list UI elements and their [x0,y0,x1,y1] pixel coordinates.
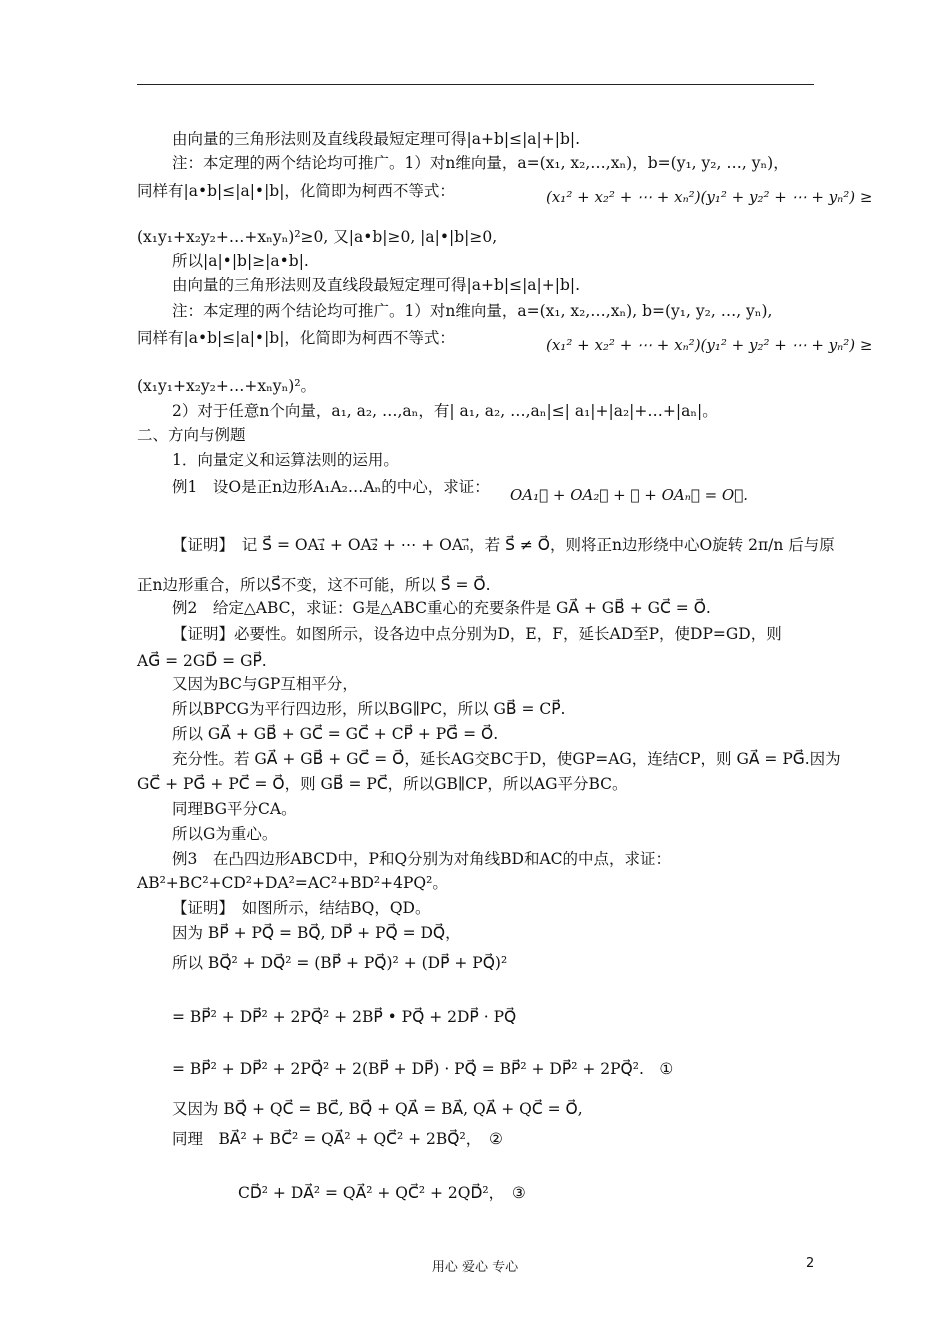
formula: = BP⃗² + DP⃗² + 2PQ⃗² + 2BP⃗ • PQ⃗ + 2DP⃗ · PQ⃗ [172,1008,517,1026]
text-line: 同样有|a•b|≤|a|•|b|，化简即为柯西不等式： [137,182,455,200]
text-line: 所以G为重心。 [172,825,278,843]
formula: 同理 BA⃗² + BC⃗² = QA⃗² + QC⃗² + 2BQ⃗²， ② [172,1130,503,1148]
formula: (x₁² + x₂² + ⋯ + xₙ²)(y₁² + y₂² + ⋯ + yₙ²) ≥ [546,336,873,354]
text-line: 【证明】 记 S⃗ = OA₁⃗ + OA₂⃗ + ⋯ + OAₙ⃗，若 S⃗ ≠ O⃗，则将正n边形绕中心O旋转 2π/n 后与原 [172,536,835,554]
formula: (x₁² + x₂² + ⋯ + xₙ²)(y₁² + y₂² + ⋯ + yₙ²) ≥ [546,188,873,206]
text-line: 注：本定理的两个结论均可推广。1）对n维向量，a=(x₁, x₂,…,xₙ)，b=(y₁, y₂, …, yₙ)， [172,154,789,172]
text-line: 又因为BC与GP互相平分， [172,675,358,693]
formula: OA₁⃗ + OA₂⃗ + ⋯ + OAₙ⃗ = O⃗. [510,486,748,504]
formula: = BP⃗² + DP⃗² + 2PQ⃗² + 2(BP⃗ + DP⃗) · PQ⃗ = BP⃗² + DP⃗² + 2PQ⃗². ① [172,1060,674,1078]
text-line: (x₁y₁+x₂y₂+…+xₙyₙ)²≥0, 又|a•b|≥0, |a|•|b|≥0, [137,228,498,246]
text-line: AG⃗ = 2GD⃗ = GP⃗. [137,652,267,670]
text-line: 所以 GA⃗ + GB⃗ + GC⃗ = GC⃗ + CP⃗ + PG⃗ = O⃗. [172,725,499,743]
page-number: 2 [806,1256,815,1271]
text-line: 正n边形重合，所以S⃗不变，这不可能，所以 S⃗ = O⃗. [137,576,491,594]
text-line: 例1 设O是正n边形A₁A₂…Aₙ的中心，求证： [172,478,490,496]
text-line: 由向量的三角形法则及直线段最短定理可得|a+b|≤|a|+|b|. [172,130,581,148]
text-line: 2）对于任意n个向量，a₁, a₂, …,aₙ，有| a₁, a₂, …,aₙ|≤| a₁|+|a₂|+…+|aₙ|。 [172,402,718,420]
text-line: 例3 在凸四边形ABCD中，P和Q分别为对角线BD和AC的中点，求证： [172,850,672,868]
text-line: 充分性。若 GA⃗ + GB⃗ + GC⃗ = O⃗，延长AG交BC于D，使GP=AG，连结CP，则 GA⃗ = PG⃗.因为 [172,750,841,768]
text-line: 注：本定理的两个结论均可推广。1）对n维向量，a=(x₁, x₂,…,xₙ), b=(y₁, y₂, …, yₙ), [172,302,773,320]
text-line: 同样有|a•b|≤|a|•|b|，化简即为柯西不等式： [137,329,455,347]
text-line: 例2 给定△ABC，求证：G是△ABC重心的充要条件是 GA⃗ + GB⃗ + GC⃗ = O⃗. [172,599,711,617]
text-line: AB²+BC²+CD²+DA²=AC²+BD²+4PQ²。 [137,874,448,892]
text-line: 由向量的三角形法则及直线段最短定理可得|a+b|≤|a|+|b|. [172,276,581,294]
text-line: 所以BPCG为平行四边形，所以BG∥PC，所以 GB⃗ = CP⃗. [172,700,566,718]
text-line: GC⃗ + PG⃗ + PC⃗ = O⃗，则 GB⃗ = PC⃗，所以GB∥CP，所以AG平分BC。 [137,775,628,793]
text-line: 1．向量定义和运算法则的运用。 [172,451,399,469]
text-line: 因为 BP⃗ + PQ⃗ = BQ⃗, DP⃗ + PQ⃗ = DQ⃗， [172,924,461,942]
header-rule [137,84,814,85]
text-line: 【证明】必要性。如图所示，设各边中点分别为D，E，F，延长AD至P，使DP=GD，则 [172,625,782,643]
footer-text: 用心 爱心 专心 [431,1260,519,1275]
formula: CD⃗² + DA⃗² = QA⃗² + QC⃗² + 2QD⃗²， ③ [238,1184,526,1202]
text-line: 又因为 BQ⃗ + QC⃗ = BC⃗, BQ⃗ + QA⃗ = BA⃗, QA⃗ + QC⃗ = O⃗, [172,1100,583,1118]
text-line: (x₁y₁+x₂y₂+…+xₙyₙ)²。 [137,377,317,395]
text-line: 所以 BQ⃗² + DQ⃗² = (BP⃗ + PQ⃗)² + (DP⃗ + PQ⃗)² [172,954,508,972]
text-line: 同理BG平分CA。 [172,800,297,818]
text-line: 【证明】 如图所示，结结BQ，QD。 [172,899,431,917]
text-line: 所以|a|•|b|≥|a•b|. [172,252,309,270]
section-heading: 二、方向与例题 [137,426,246,444]
